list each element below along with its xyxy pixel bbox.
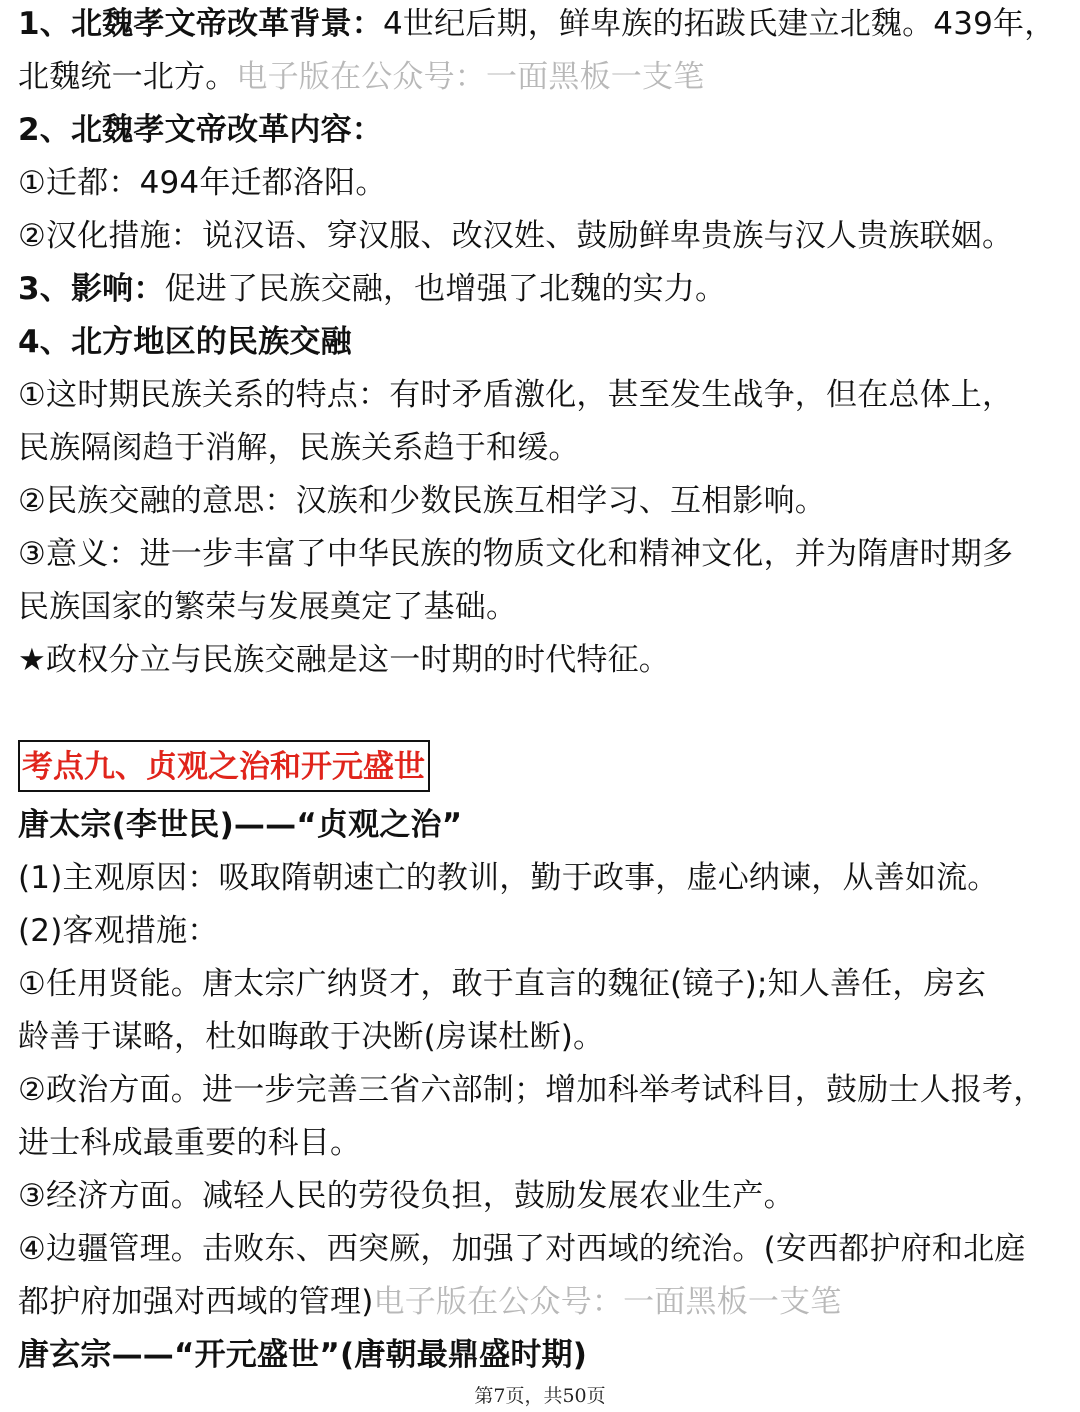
item-relations-features-1: ①这时期民族关系的特点：有时矛盾激化，甚至发生战争，但在总体上，: [18, 377, 1014, 413]
background-text-2: 北魏统一北方。: [18, 59, 237, 95]
measure-politics-1: ②政治方面。进一步完善三省六部制；增加科举考试科目，鼓励士人报考，: [18, 1072, 1045, 1108]
item-relations-features-2: 民族隔阂趋于消解，民族关系趋于和缓。: [18, 430, 580, 466]
measure-economy: ③经济方面。减轻人民的劳役负担，鼓励发展农业生产。: [18, 1178, 795, 1214]
heading-xuanzong: 唐玄宗——“开元盛世”(唐朝最鼎盛时期): [18, 1337, 588, 1373]
impact-line: [18, 269, 726, 309]
impact-text: 促进了民族交融，也增强了北魏的实力。: [164, 271, 727, 307]
measure-frontier-1: ④边疆管理。击败东、西突厥，加强了对西域的统治。(安西都护府和北庭: [18, 1231, 1026, 1267]
watermark-text-2: 电子版在公众号：一面黑板一支笔: [373, 1284, 842, 1320]
item-relocate-capital: ①迁都：494年迁都洛阳。: [18, 165, 387, 201]
measures-heading: (2)客观措施：: [18, 913, 219, 949]
reason-subjective: (1)主观原因：吸取隋朝速亡的教训，勤于政事，虚心纳谏，从善如流。: [18, 860, 999, 896]
item-significance-1: ③意义：进一步丰富了中华民族的物质文化和精神文化，并为隋唐时期多: [18, 536, 1014, 572]
background-line-2: [18, 57, 704, 97]
heading-taizong: 唐太宗(李世民)——“贞观之治”: [18, 807, 463, 843]
measure-talent-2: 龄善于谋略，杜如晦敢于决断(房谋杜断)。: [18, 1019, 605, 1055]
heading-ethnic-integration: 4、北方地区的民族交融: [18, 324, 352, 360]
section-title: 考点九、贞观之治和开元盛世: [22, 749, 425, 785]
section-title-box: [18, 740, 430, 792]
background-text-1: 4世纪后期，鲜卑族的拓跋氏建立北魏。439年，: [382, 6, 1056, 42]
measure-frontier-2: [18, 1282, 842, 1322]
measure-talent-1: ①任用贤能。唐太宗广纳贤才，敢于直言的魏征(镜子);知人善任，房玄: [18, 966, 987, 1002]
item-significance-2: 民族国家的繁荣与发展奠定了基础。: [18, 589, 518, 625]
item-sinicization: ②汉化措施：说汉语、穿汉服、改汉姓、鼓励鲜卑贵族与汉人贵族联姻。: [18, 218, 1014, 254]
star-note: ★政权分立与民族交融是这一时期的时代特征。: [18, 642, 670, 678]
measure-frontier-text: 都护府加强对西域的管理): [18, 1284, 374, 1320]
heading-reform-content: 2、北魏孝文帝改革内容：: [18, 112, 383, 148]
measure-politics-2: 进士科成最重要的科目。: [18, 1125, 362, 1161]
watermark-text: 电子版在公众号：一面黑板一支笔: [236, 59, 705, 95]
item-integration-meaning: ②民族交融的意思：汉族和少数民族互相学习、互相影响。: [18, 483, 826, 519]
heading-impact: 3、影响：: [18, 271, 165, 307]
page-footer: 第7页，共50页: [474, 1385, 606, 1407]
background-line-1: [18, 4, 1055, 44]
heading-reform-background: 1、北魏孝文帝改革背景：: [18, 6, 383, 42]
